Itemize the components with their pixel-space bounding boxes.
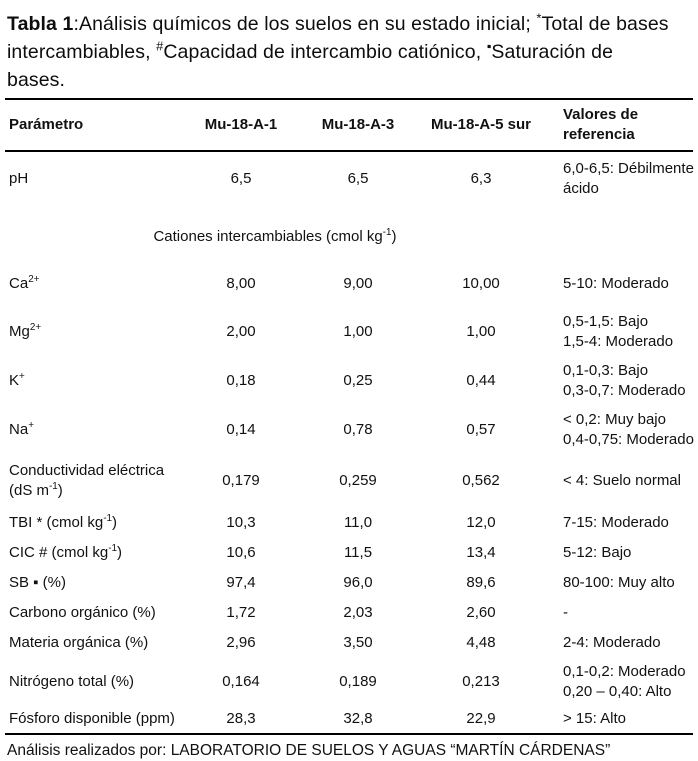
table-row-tbi (5, 508, 693, 538)
value-cell: 0,25 (343, 372, 373, 389)
value-cell: 22,9 (466, 710, 496, 727)
value-cell: 96,0 (343, 574, 373, 591)
reference-cell: 5-12: Bajo (563, 544, 632, 561)
param-cell: Na+ (9, 420, 34, 438)
value-cell: 2,96 (226, 634, 256, 651)
value-cell: 0,57 (466, 421, 496, 438)
reference-cell: 80-100: Muy alto (563, 574, 675, 591)
table-row-na (5, 406, 693, 455)
value-cell: 6,5 (230, 170, 252, 187)
table-caption-text: :Análisis químicos de los suelos en su estado inicial; *Total de bases intercambiables, #Capacidad de intercambio catiónico, ▪Saturación de bases. (7, 10, 669, 91)
value-cell: 9,00 (343, 275, 373, 292)
reference-cell: > 15: Alto (563, 710, 626, 727)
analysis-footnote: Análisis realizados por: LABORATORIO DE SUELOS Y AGUAS “MARTÍN CÁRDENAS” (7, 742, 611, 759)
table-row-carbono (5, 598, 693, 628)
reference-cell: < 4: Suelo normal (563, 472, 681, 489)
value-cell: 0,78 (343, 421, 373, 438)
table-row-fosforo (5, 706, 693, 734)
value-cell: 10,00 (462, 275, 500, 292)
value-cell: 8,00 (226, 275, 256, 292)
column-header-mu-18-a-1: Mu-18-A-1 (183, 99, 299, 151)
table-caption-label: Tabla 1 (7, 13, 74, 35)
value-cell: 0,189 (339, 673, 377, 690)
value-cell: 13,4 (466, 544, 496, 561)
value-cell: 12,0 (466, 514, 496, 531)
value-cell: 1,72 (226, 604, 256, 621)
value-cell: 6,5 (347, 170, 369, 187)
value-cell: 0,14 (226, 421, 256, 438)
reference-cell: 2-4: Moderado (563, 634, 661, 651)
value-cell: 32,8 (343, 710, 373, 727)
reference-cell: 0,5-1,5: Bajo 1,5-4: Moderado (563, 313, 674, 350)
value-cell: 0,18 (226, 372, 256, 389)
param-cell: $Mg^{2+}$ (9, 322, 42, 340)
table-row-sb (5, 568, 693, 598)
value-cell: 97,4 (226, 574, 256, 591)
value-cell: 89,6 (466, 574, 496, 591)
reference-cell: 0,1-0,2: Moderado 0,20 – 0,40: Alto (563, 663, 686, 700)
param-cell: Materia orgánica (%) (9, 634, 149, 651)
reference-cell: < 0,2: Muy bajo 0,4-0,75: Moderado (563, 411, 694, 448)
table-row-mg (5, 308, 693, 357)
table-row-ph (5, 151, 693, 209)
value-cell: 3,50 (343, 634, 373, 651)
table-row-nitrogeno (5, 658, 693, 706)
value-cell: 10,6 (226, 544, 256, 561)
value-cell: 11,0 (343, 514, 373, 531)
value-cell: 28,3 (226, 710, 256, 727)
param-cell: CIC # (cmol $kg^{-1}$) (9, 543, 122, 561)
value-cell: 11,5 (343, 544, 373, 561)
table-row-materia (5, 628, 693, 658)
column-header-mu-18-a-5-sur: Mu-18-A-5 sur (417, 99, 545, 151)
section-header-spacer (545, 209, 693, 262)
table-row-conductividad (5, 455, 693, 508)
value-cell: 2,00 (226, 323, 256, 340)
table-caption (7, 10, 675, 94)
reference-cell: 7-15: Moderado (563, 514, 669, 531)
section-header-row (5, 209, 693, 262)
value-cell: 2,60 (466, 604, 496, 621)
column-header-valores-referencia: Valores de referencia (545, 99, 693, 151)
reference-cell: 6,0-6,5: Débilmente ácido (563, 160, 694, 197)
param-cell: pH (9, 170, 29, 187)
param-cell: SB ▪ (%) (9, 574, 66, 591)
value-cell: 0,44 (466, 372, 496, 389)
reference-cell: 0,1-0,3: Bajo 0,3-0,7: Moderado (563, 362, 686, 399)
param-cell: Carbono orgánico (%) (9, 604, 156, 621)
value-cell: 0,562 (462, 472, 500, 489)
value-cell: 1,00 (343, 323, 373, 340)
param-cell: K+ (9, 371, 25, 389)
param-cell: Fósforo disponible (ppm) (9, 710, 175, 727)
table-row-ca (5, 262, 693, 308)
column-header-mu-18-a-3: Mu-18-A-3 (299, 99, 417, 151)
column-header-parametro: Parámetro (5, 99, 183, 151)
value-cell: 4,48 (466, 634, 496, 651)
value-cell: 2,03 (343, 604, 373, 621)
param-cell: Nitrógeno total (%) (9, 673, 135, 690)
param-cell: $Ca^{2+}$ (9, 274, 40, 292)
table-row-k (5, 357, 693, 406)
reference-cell: - (563, 604, 568, 621)
param-cell: TBI * (cmol $kg^{-1}$) (9, 513, 117, 531)
value-cell: 0,259 (339, 472, 377, 489)
table-row-cic (5, 538, 693, 568)
reference-cell: 5-10: Moderado (563, 275, 669, 292)
param-cell: Conductividad eléctrica (dS $m^{-1}$) (9, 462, 165, 499)
value-cell: 10,3 (226, 514, 256, 531)
header-row (5, 99, 693, 151)
value-cell: 1,00 (466, 323, 496, 340)
soil-analysis-table (5, 98, 693, 735)
value-cell: 0,164 (222, 673, 260, 690)
section-header-label: Cationes intercambiables (cmol $kg^{-1}$) (153, 227, 397, 245)
value-cell: 0,213 (462, 673, 500, 690)
value-cell: 0,179 (222, 472, 260, 489)
value-cell: 6,3 (470, 170, 492, 187)
